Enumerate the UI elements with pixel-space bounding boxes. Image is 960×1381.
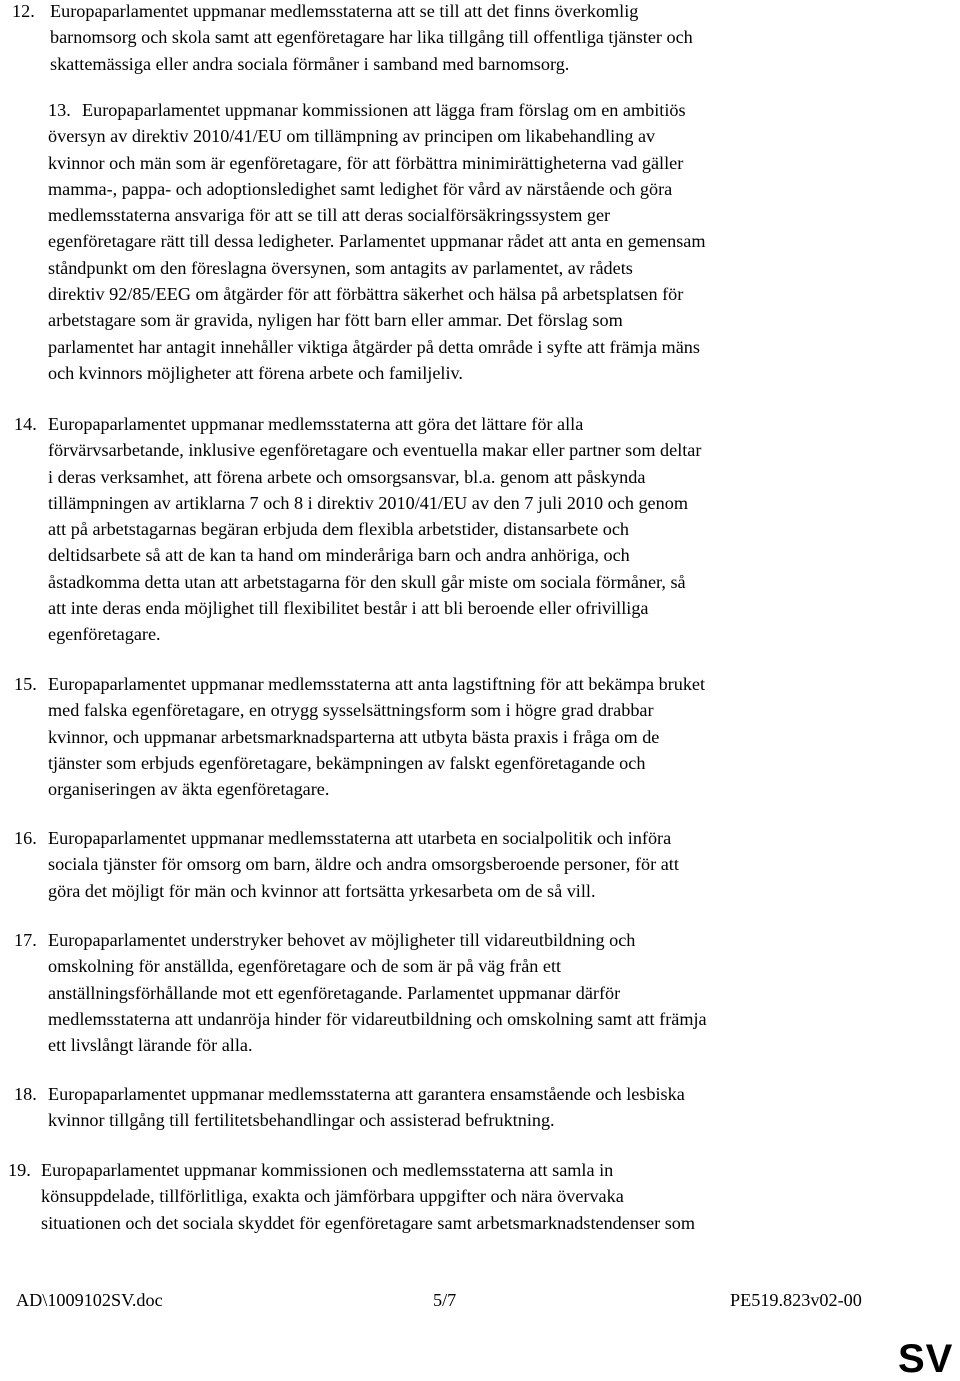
paragraph-number: 15. <box>14 674 37 694</box>
page-number: 5/7 <box>433 1290 457 1310</box>
paragraph-number: 12. <box>12 1 35 21</box>
paragraph-text: Europaparlamentet uppmanar medlemsstaterna att göra det lättare för alla förvärvsarbetande, inklusive egenföretagare och eventuella makar eller partner som deltar i deras verksamhet, att förena arbete och omsorgsansvar, bl.a. genom att påskynda tillämpningen av artiklarna 7 och 8 i direktiv 2010/41/EU av den 7 juli 2010 och genom att på arbetstagarnas begäran erbjuda dem flexibla arbetstider, distansarbete och deltidsarbete så att de kan ta hand om minderåriga barn och andra anhöriga, och åstadkomma detta utan att arbetstagarna för den skull går miste om sociala förmåner, så att inte deras enda möjlighet till flexibilitet består i att bli beroende eller ofrivilliga egenföretagare. <box>48 414 702 645</box>
paragraph-number: 18. <box>14 1084 37 1104</box>
paragraph-number: 14. <box>14 414 37 434</box>
paragraph-text: Europaparlamentet uppmanar medlemsstaterna att utarbeta en socialpolitik och införa sociala tjänster för omsorg om barn, äldre och andra omsorgsberoende personer, för att göra det möjligt för män och kvinnor att fortsätta yrkesarbeta om de så vill. <box>48 828 679 901</box>
paragraph-13 <box>0 97 950 386</box>
paragraph-16 <box>0 825 950 904</box>
paragraph-number: 17. <box>14 930 37 950</box>
paragraph-text: Europaparlamentet uppmanar medlemsstaterna att anta lagstiftning för att bekämpa bruket med falska egenföretagare, en otrygg sysselsättningsform som i högre grad drabbar kvinnor, och uppmanar arbetsmarknadsparterna att utbyta bästa praxis i fråga om de tjänster som erbjuds egenföretagare, bekämpningen av falskt egenföretagande och organiseringen av äkta egenföretagare. <box>48 674 706 800</box>
language-code: SV <box>898 1337 954 1381</box>
paragraph-text: Europaparlamentet uppmanar medlemsstaterna att garantera ensamstående och lesbiska kvinnor tillgång till fertilitetsbehandlingar och assisterad befruktning. <box>48 1084 685 1131</box>
paragraph-text: Europaparlamentet understryker behovet av möjligheter till vidareutbildning och omskolning för anställda, egenföretagare och de som är på väg från ett anställningsförhållande mot ett egenföretagande. Parlamentet uppmanar därför medlemsstaterna att undanröja hinder för vidareutbildning och omskolning samt att främja ett livslångt lärande för alla. <box>48 930 707 1056</box>
paragraph-number: 16. <box>14 828 37 848</box>
page-footer <box>0 1290 960 1316</box>
paragraph-12 <box>0 0 950 77</box>
paragraph-number: 13. <box>48 100 71 120</box>
paragraph-text: Europaparlamentet uppmanar medlemsstaterna att se till att det finns överkomlig barnomsorg och skola samt att egenföretagare har lika tillgång till offentliga tjänster och skattemässiga eller andra sociala förmåner i samband med barnomsorg. <box>50 1 693 74</box>
paragraph-text: Europaparlamentet uppmanar kommissionen att lägga fram förslag om en ambitiös översyn av direktiv 2010/41/EU om tillämpning av principen om likabehandling av kvinnor och män som är egenföretagare, för att förbättra minimirättigheterna vad gäller mamma-, pappa- och adoptionsledighet samt ledighet för vård av närstående och göra medlemsstaterna ansvariga för att se till att deras socialförsäkringssystem ger egenföretagare rätt till dessa ledigheter. Parlamentet uppmanar rådet att anta en gemensam ståndpunkt om den föreslagna översynen, som antagits av parlamentet, av rådets direktiv 92/85/EEG om åtgärder för att förbättra säkerhet och hälsa på arbetsplatsen för arbetstagare som är gravida, nyligen har fött barn eller ammar. Det förslag som parlamentet har antagit innehåller viktiga åtgärder på detta område i syfte att främja mäns och kvinnors möjligheter att förena arbete och familjeliv. <box>48 100 706 383</box>
paragraph-19 <box>0 1157 950 1236</box>
document-reference: AD\1009102SV.doc <box>16 1290 163 1310</box>
paragraph-15 <box>0 671 950 802</box>
paragraph-text: Europaparlamentet uppmanar kommissionen och medlemsstaterna att samla in könsuppdelade, tillförlitliga, exakta och jämförbara uppgifter och nära övervaka situationen och det sociala skyddet för egenföretagare samt arbetsmarknadstendenser som <box>41 1160 696 1233</box>
paragraph-14 <box>0 411 950 648</box>
paragraph-17 <box>0 927 950 1058</box>
pe-reference: PE519.823v02-00 <box>730 1290 862 1310</box>
paragraph-18 <box>0 1081 950 1134</box>
paragraph-number: 19. <box>8 1160 31 1180</box>
